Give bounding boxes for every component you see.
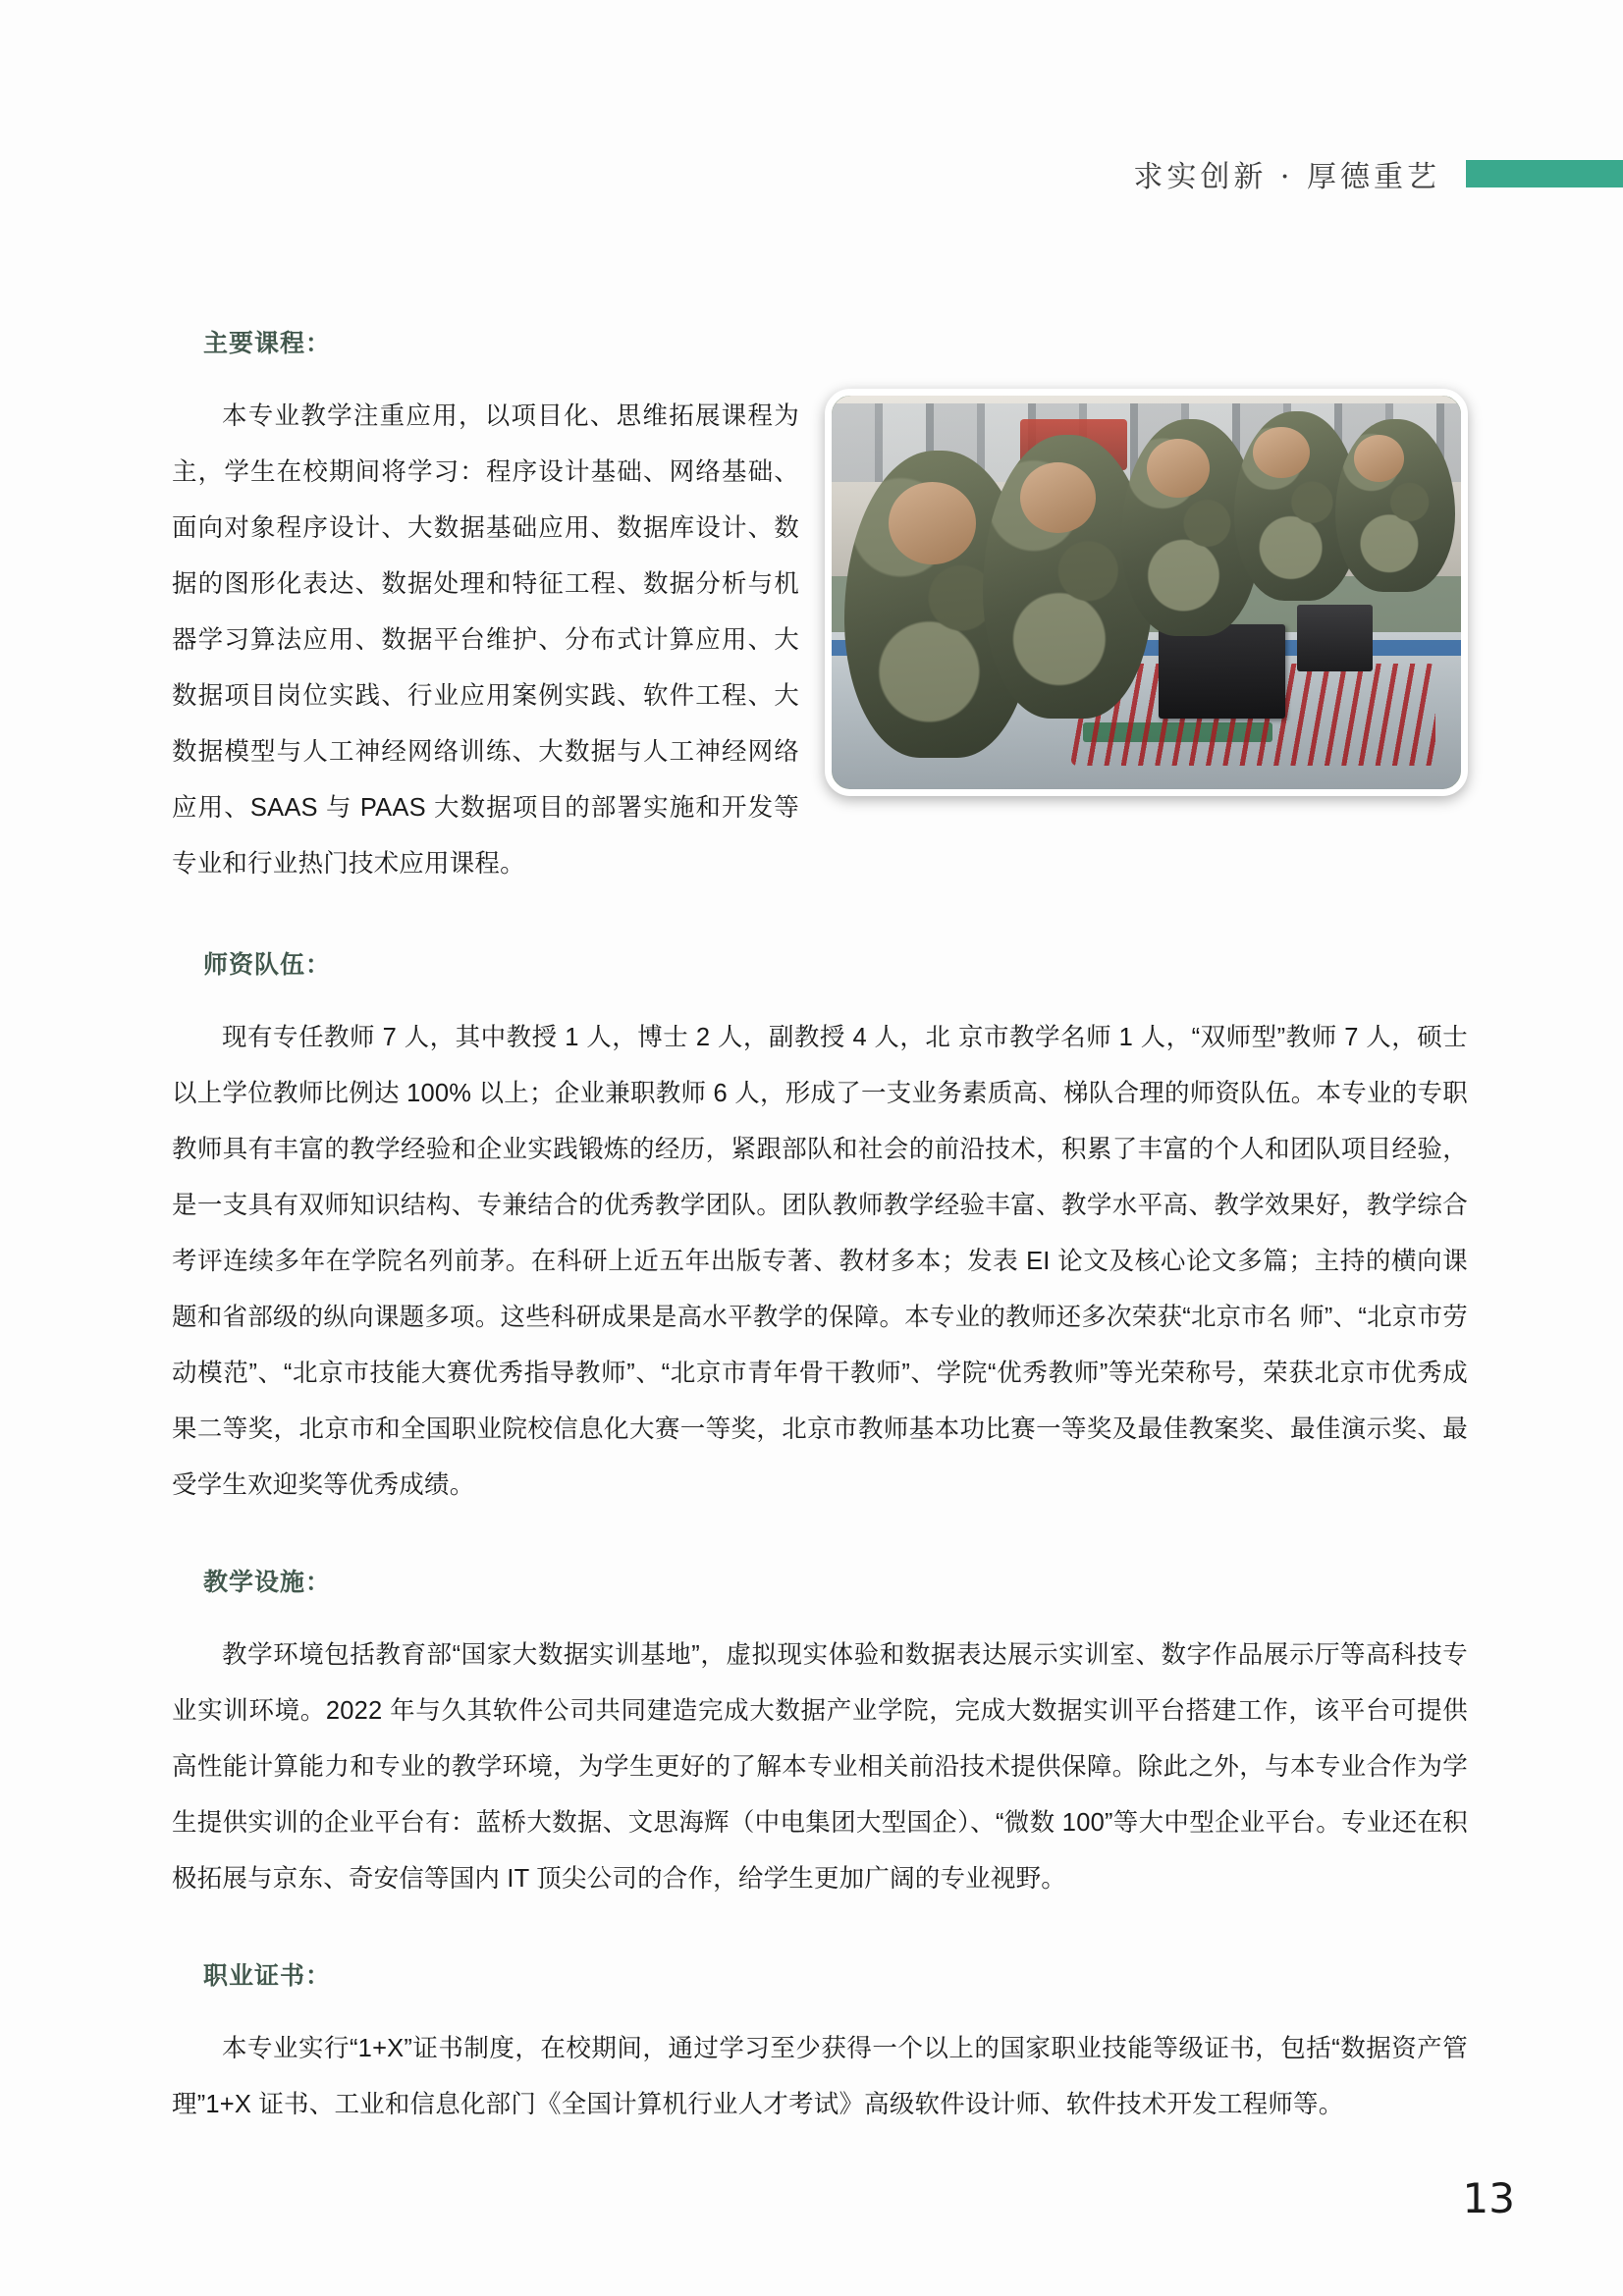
paragraph-certificates: 本专业实行“1+X”证书制度，在校期间，通过学习至少获得一个以上的国家职业技能等级证书，包括“数据资产管理”1+X 证书、工业和信息化部门《全国计算机行业人才考试》高级软件设计师、软件技术开发工程师等。 — [172, 2035, 1468, 2118]
photo-shading-overlay — [832, 396, 1461, 789]
page-content — [172, 324, 1468, 2133]
paragraph-faculty: 现有专任教师 7 人，其中教授 1 人，博士 2 人，副教授 4 人，北 京市教学名师 1 人，“双师型”教师 7 人，硕士以上学位教师比例达 100% 以上；企业兼职教师 6 人，形成了一支业务素质高、梯队合理的师资队伍。本专业的专职教师具有丰富的教学经验和企业实践锻炼的经历，紧跟部队和社会的前沿技术，积累了丰富的个人和团队项目经验，是一支具有双师知识结构、专兼结合的优秀教学团队。团队教师教学经验丰富、教学水平高、教学效果好，教学综合考评连续多年在学院名列前茅。在科研上近五年出版专著、教材多本；发表 EI 论文及核心论文多篇；主持的横向课题和省部级的纵向课题多项。这些科研成果是高水平教学的保障。本专业的教师还多次荣获“北京市名 师”、“北京市劳动模范”、“北京市技能大赛优秀指导教师”、“北京市青年骨干教师”、学院“优秀教师”等光荣称号，荣获北京市优秀成果二等奖，北京市和全国职业院校信息化大赛一等奖，北京市教师基本功比赛一等奖及最佳教案奖、最佳演示奖、最受学生欢迎奖等优秀成绩。 — [172, 1024, 1468, 1499]
section-heading-faculty: 师资队伍： — [203, 951, 332, 979]
header-accent-bar — [1466, 160, 1623, 187]
paragraph-facilities: 教学环境包括教育部“国家大数据实训基地”，虚拟现实体验和数据表达展示实训室、数字作品展示厅等高科技专业实训环境。2022 年与久其软件公司共同建造完成大数据产业学院，完成大数据实训平台搭建工作，该平台可提供高性能计算能力和专业的教学环境，为学生更好的了解本专业相关前沿技术提供保障。除此之外，与本专业合作为学生提供实训的企业平台有：蓝桥大数据、文思海辉（中电集团大型国企）、“微数 100”等大中型企业平台。专业还在积极拓展与京东、奇安信等国内 IT 顶尖公司的合作，给学生更加广阔的专业视野。 — [172, 1641, 1468, 1893]
header-motto: 求实创新 · 厚德重艺 — [1133, 160, 1440, 194]
section-heading-main-courses: 主要课程： — [203, 330, 332, 357]
page-header — [1133, 152, 1623, 195]
section-heading-facilities: 教学设施： — [203, 1569, 332, 1596]
page-number: 13 — [1462, 2174, 1515, 2222]
training-lab-photo — [825, 389, 1468, 796]
paragraph-main-courses: 本专业教学注重应用，以项目化、思维拓展课程为主，学生在校期间将学习：程序设计基础、网络基础、面向对象程序设计、大数据基础应用、数据库设计、数据的图形化表达、数据处理和特征工程、数据分析与机器学习算法应用、数据平台维护、分布式计算应用、大数据项目岗位实践、行业应用案例实践、软件工程、大数据模型与人工神经网络训练、大数据与人工神经网络应用、SAAS 与 PAAS 大数据项目的部署实施和开发等专业和行业热门技术应用课程。 — [172, 402, 799, 878]
photo-inner — [832, 396, 1461, 789]
section-heading-certificates: 职业证书： — [203, 1962, 332, 1990]
